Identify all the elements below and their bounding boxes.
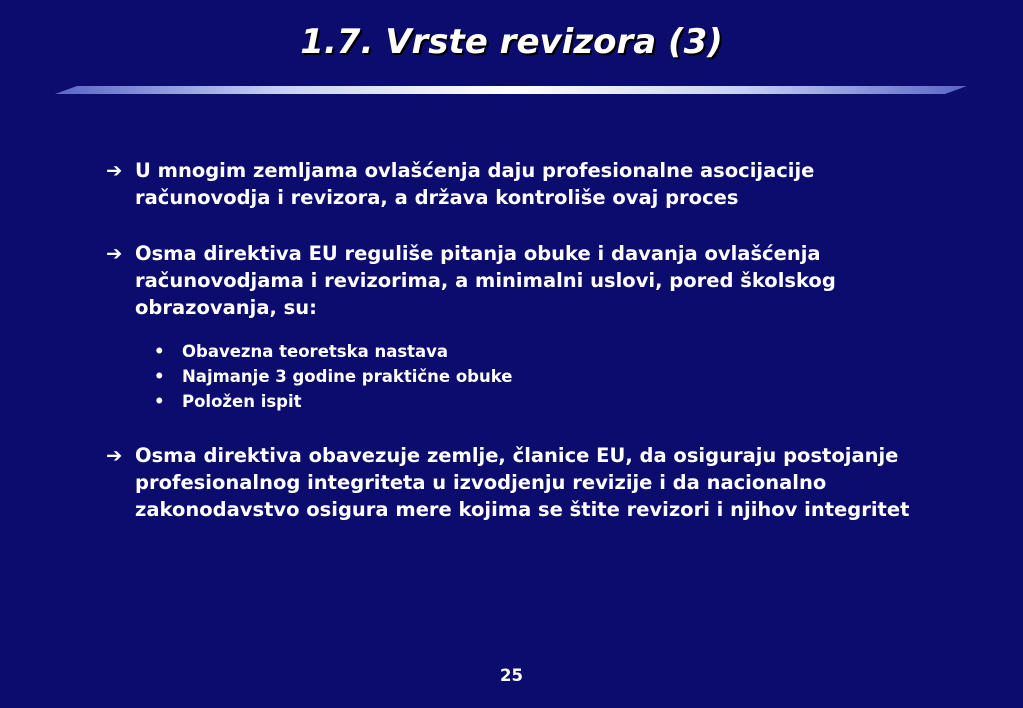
list-item-text: Obavezna teoretska nastava [182,342,449,361]
bullet-1 [106,157,986,211]
bullet-1-line-1: U mnogim zemljama ovlašćenja daju profesionalne asocijacije [135,159,815,182]
page-number: 25 [500,666,523,685]
bullet-dot-icon: • [154,392,165,411]
arrow-right-icon: ➔ [106,159,123,182]
slide-content [106,157,986,523]
requirements-list [106,339,986,414]
bullet-3-line-3: zakonodavstvo osigura mere kojima se štite revizori i njihov integritet [135,498,910,521]
bullet-2-line-2: računovodjama i revizorima, a minimalni uslovi, pored školskog [135,269,836,292]
list-item-text: Položen ispit [182,392,302,411]
list-item-text: Najmanje 3 godine praktične obuke [182,367,513,386]
bullet-1-line-2: računovodja i revizora, a država kontroliše ovaj proces [135,186,739,209]
bullet-2 [106,240,986,321]
bullet-2-line-3: obrazovanja, su: [135,296,317,319]
bullet-dot-icon: • [154,342,165,361]
bullet-3-line-2: profesionalnog integriteta u izvodjenju revizije i da nacionalno [135,471,827,494]
slide-title: 1.7. Vrste revizora (3) [300,22,723,62]
title-divider [55,86,967,94]
arrow-right-icon: ➔ [106,444,123,467]
bullet-3 [106,442,986,523]
bullet-2-line-1: Osma direktiva EU reguliše pitanja obuke i davanja ovlašćenja [135,242,821,265]
bullet-dot-icon: • [154,367,165,386]
list-item [106,389,986,414]
list-item [106,364,986,389]
list-item [106,339,986,364]
bullet-3-line-1: Osma direktiva obavezuje zemlje, članice EU, da osiguraju postojanje [135,444,899,467]
arrow-right-icon: ➔ [106,242,123,265]
